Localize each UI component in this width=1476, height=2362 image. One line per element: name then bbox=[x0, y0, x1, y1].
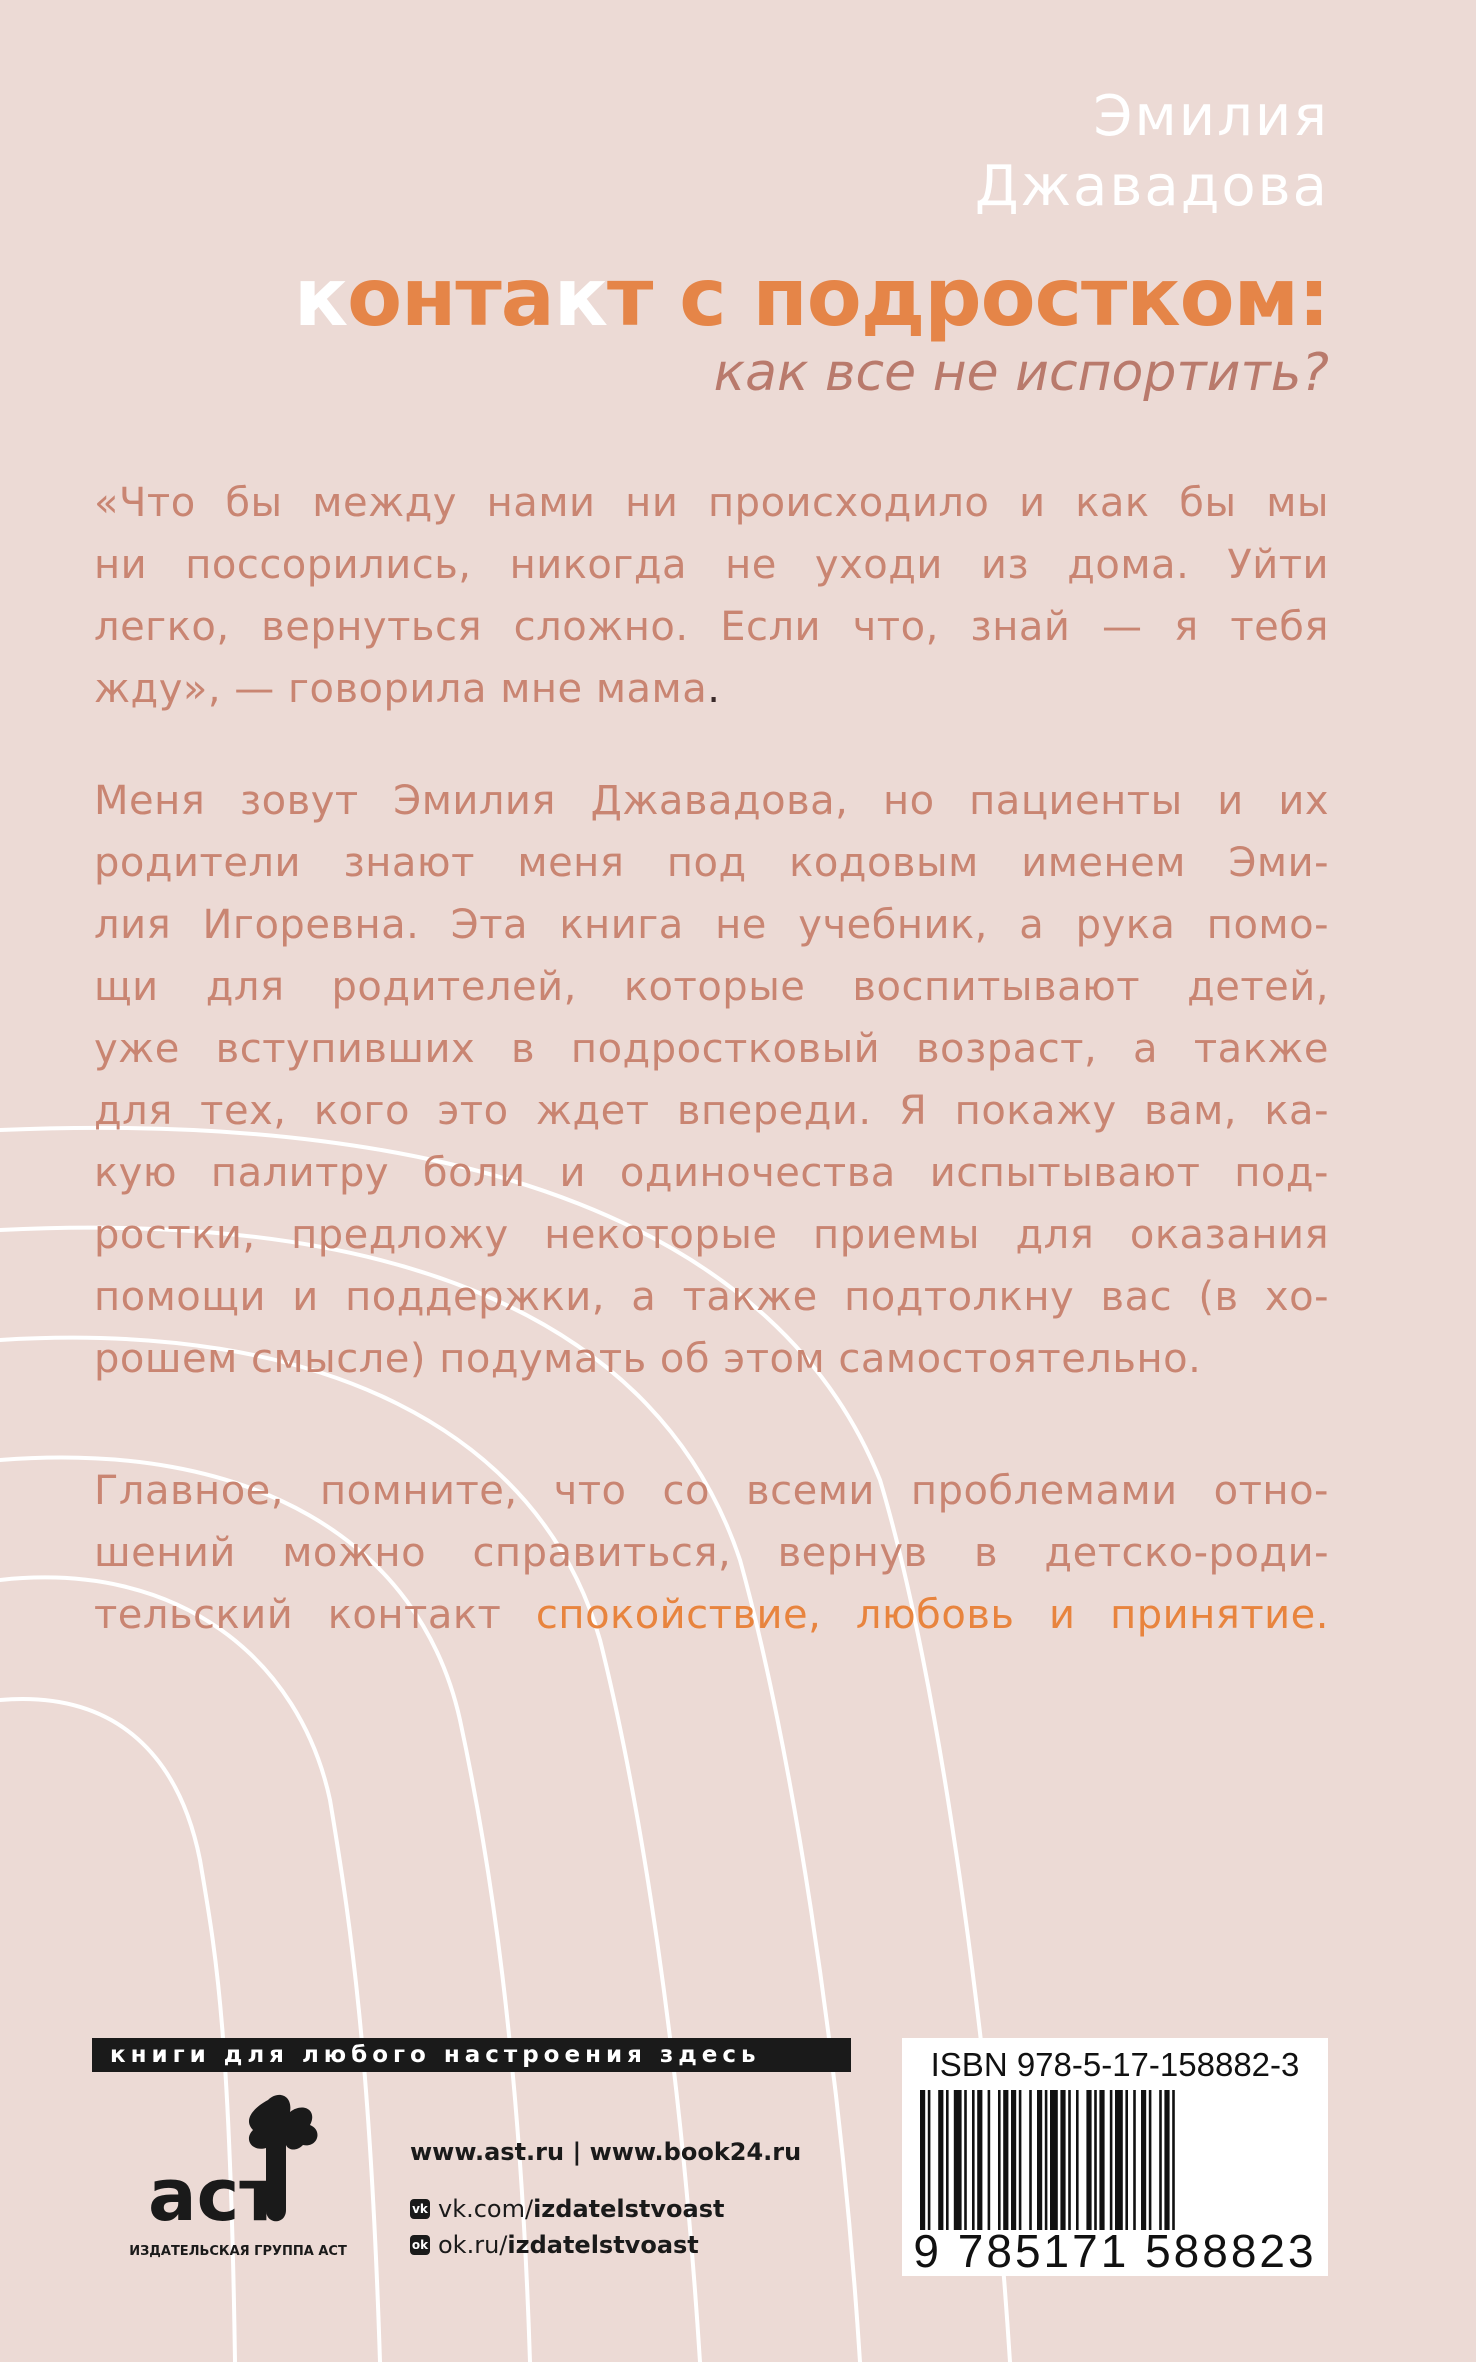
barcode-bar bbox=[998, 2090, 1001, 2230]
title-letter-white: к bbox=[553, 251, 607, 344]
barcode-bar bbox=[1068, 2090, 1071, 2230]
book-subtitle: как все не испортить? bbox=[713, 343, 1329, 403]
barcode-bar bbox=[1125, 2090, 1128, 2230]
author-first-name: Эмилия bbox=[1093, 84, 1329, 149]
title-part: т с подростком: bbox=[607, 251, 1329, 344]
text-line: кую палитру боли и одиночества испытывают под- bbox=[94, 1150, 1329, 1196]
barcode-bar bbox=[946, 2090, 949, 2230]
barcode-bar bbox=[1110, 2090, 1113, 2230]
text-line: лия Игоревна. Эта книга не учебник, а рука помо- bbox=[94, 902, 1329, 948]
text-line: рошем смысле) подумать об этом самостоятельно. bbox=[94, 1336, 1202, 1382]
barcode-bars bbox=[920, 2090, 1316, 2230]
vk-handle: izdatelstvoast bbox=[533, 2195, 725, 2223]
text-line: шений можно справиться, вернув в детско-роди- bbox=[94, 1530, 1329, 1576]
barcode-bar bbox=[1141, 2090, 1146, 2230]
publisher-caption: ИЗДАТЕЛЬСКАЯ ГРУППА АСТ bbox=[129, 2244, 347, 2259]
quote-paragraph bbox=[94, 472, 1329, 720]
publisher-logo bbox=[118, 2090, 358, 2240]
barcode-bar bbox=[1019, 2090, 1022, 2230]
title-letter-white: к bbox=[293, 251, 348, 344]
barcode-bar bbox=[920, 2090, 925, 2230]
tagline-bar: книги для любого настроения здесь bbox=[92, 2038, 851, 2072]
barcode-bar bbox=[1029, 2090, 1032, 2230]
barcode-bar bbox=[1003, 2090, 1008, 2230]
barcode-bar bbox=[1037, 2090, 1042, 2230]
text-line: ростки, предложу некоторые приемы для оказания bbox=[94, 1212, 1329, 1258]
barcode-bar bbox=[1164, 2090, 1169, 2230]
barcode-bar bbox=[954, 2090, 962, 2230]
barcode-bar bbox=[1086, 2090, 1091, 2230]
text-line: уже вступивших в подростковый возраст, а также bbox=[94, 1026, 1329, 1072]
barcode-bar bbox=[1045, 2090, 1048, 2230]
barcode-bar bbox=[1076, 2090, 1079, 2230]
ok-handle: izdatelstvoast bbox=[507, 2231, 699, 2259]
ok-prefix: ok.ru/ bbox=[438, 2231, 508, 2259]
barcode-bar bbox=[972, 2090, 975, 2230]
period: . bbox=[707, 666, 721, 712]
text-line: родители знают меня под кодовым именем Эми- bbox=[94, 840, 1329, 886]
barcode-bar bbox=[1115, 2090, 1123, 2230]
barcode-bar bbox=[964, 2090, 967, 2230]
barcode-bar bbox=[1099, 2090, 1104, 2230]
accent-text: спокойствие, любовь и принятие. bbox=[535, 1592, 1329, 1638]
barcode-bar bbox=[1133, 2090, 1136, 2230]
text-line: ни поссорились, никогда не уходи из дома. Уйти bbox=[94, 542, 1329, 588]
text-line-content: тельский контакт bbox=[94, 1592, 536, 1638]
publisher-links bbox=[410, 2138, 801, 2260]
closing-paragraph bbox=[94, 1460, 1329, 1646]
barcode-bar bbox=[938, 2090, 943, 2230]
text-line: «Что бы между нами ни происходило и как бы мы bbox=[94, 480, 1329, 526]
text-line: Главное, помните, что со всеми проблемами отно- bbox=[94, 1468, 1329, 1514]
isbn-barcode-box bbox=[902, 2038, 1328, 2276]
barcode-bar bbox=[988, 2090, 991, 2230]
author-last-name: Джавадова bbox=[974, 154, 1329, 219]
description-paragraph bbox=[94, 770, 1329, 1390]
title-part: онта bbox=[347, 251, 554, 344]
barcode-digits: 9 785171 588823 bbox=[913, 2225, 1317, 2277]
barcode-bar bbox=[977, 2090, 982, 2230]
text-line-content: жду», — говорила мне мама bbox=[94, 666, 708, 712]
barcode-bar bbox=[1094, 2090, 1097, 2230]
publisher-logo-text: аст bbox=[148, 2153, 281, 2237]
isbn-label: ISBN 978-5-17-158882-3 bbox=[930, 2046, 1300, 2083]
barcode-bar bbox=[1060, 2090, 1065, 2230]
vk-icon: vk bbox=[410, 2199, 430, 2219]
author-name bbox=[975, 82, 1329, 222]
text-line bbox=[94, 1584, 1329, 1646]
vk-prefix: vk.com/ bbox=[438, 2195, 534, 2223]
barcode-bar bbox=[1050, 2090, 1058, 2230]
barcode-bar bbox=[928, 2090, 931, 2230]
barcode-bar bbox=[1011, 2090, 1016, 2230]
website-links[interactable]: www.ast.ru | www.book24.ru bbox=[410, 2138, 802, 2166]
text-line: помощи и поддержки, а также подтолкну вас (в хо- bbox=[94, 1274, 1329, 1320]
barcode-bar bbox=[1159, 2090, 1162, 2230]
text-line: щи для родителей, которые воспитывают детей, bbox=[94, 964, 1329, 1010]
vk-link[interactable] bbox=[410, 2194, 801, 2224]
ok-icon: ok bbox=[410, 2235, 430, 2255]
text-line bbox=[94, 658, 1329, 720]
book-title bbox=[294, 252, 1329, 344]
text-line: для тех, кого это ждет впереди. Я покажу вам, ка- bbox=[94, 1088, 1329, 1134]
text-line: Меня зовут Эмилия Джавадова, но пациенты и их bbox=[94, 778, 1329, 824]
barcode-bar bbox=[1172, 2090, 1175, 2230]
ok-link[interactable] bbox=[410, 2230, 801, 2260]
barcode-bar bbox=[1149, 2090, 1152, 2230]
text-line: легко, вернуться сложно. Если что, знай — я тебя bbox=[94, 604, 1329, 650]
